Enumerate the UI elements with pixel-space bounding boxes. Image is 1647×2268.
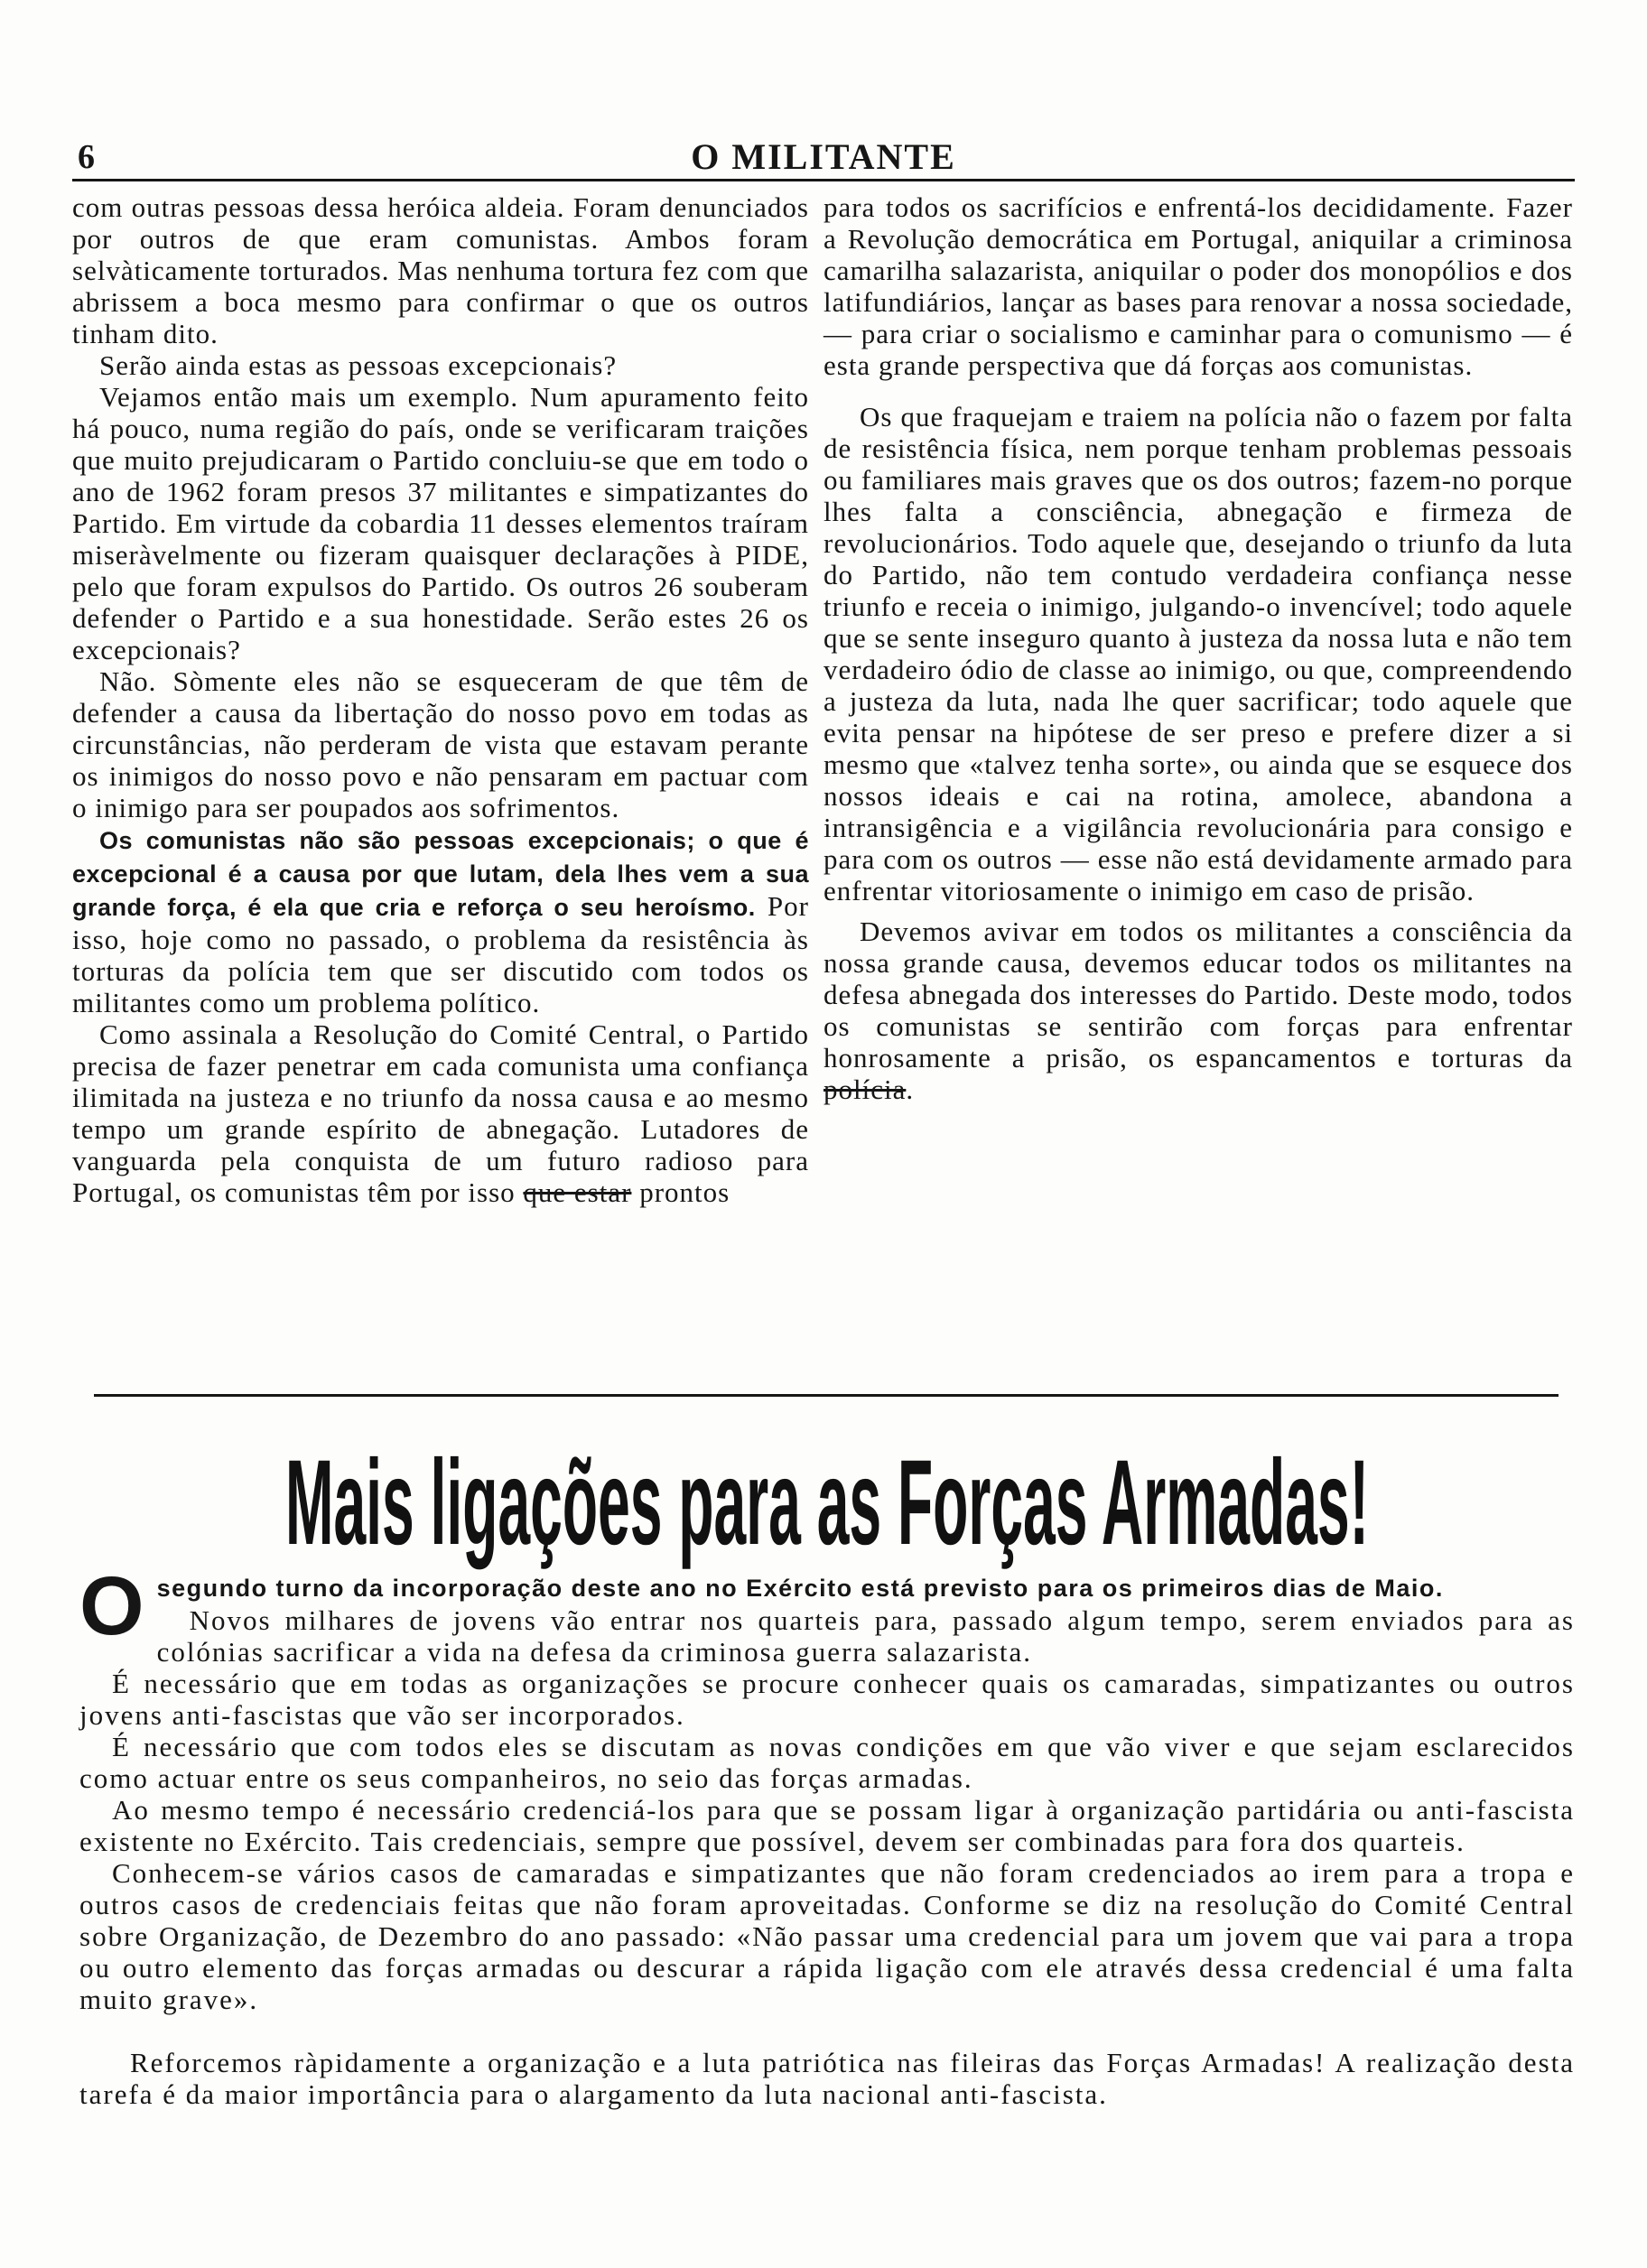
paragraph-text: Vejamos então mais um exemplo. Num apuramento feito há pouco, numa região do país, onde se verificaram traições que muito prejudicaram o Partido concluiu-se que em todo o ano de 1962 foram presos 37 militantes e simpatizantes do Partido. Em virtude da cobardia 11 desses elementos traíram miseràvelmente ou fizeram quaisquer declarações à PIDE, pelo que foram expulsos do Partido. Os outros 26 souberam defender o Partido e a sua honestidade. Serão estes 26 os excepcionais? xyxy=(72,381,809,665)
drop-cap: O xyxy=(79,1560,144,1652)
article-body xyxy=(79,1560,1575,2110)
struck-text: que estar xyxy=(523,1176,632,1208)
paragraph-text: Como assinala a Resolução do Comité Central, o Partido precisa de fazer penetrar em cada comunista uma confiança ilimitada na justeza e no triunfo da nossa causa e ao mesmo tempo um grande espírito de abnegação. Lutadores de vanguarda pela conquista de um futuro radioso para Portugal, os comunistas têm por isso xyxy=(72,1018,809,1208)
article-paragraph-1: Novos milhares de jovens vão entrar nos quarteis para, passado algum tempo, serem enviados para as colónias sacrificar a vida na defesa da criminosa guerra salazarista. xyxy=(156,1604,1575,1668)
right-paragraph-1 xyxy=(824,191,1573,381)
right-paragraph-3 xyxy=(824,916,1573,1105)
header-rule xyxy=(72,179,1575,181)
section-divider xyxy=(94,1394,1559,1397)
page-number: 6 xyxy=(78,138,95,176)
article-paragraph-5: Conhecem-se vários casos de camaradas e simpatizantes que não foram credenciados ao irem para a tropa e outros casos de credenciais feitas que não foram aproveitadas. Conforme se diz na resolução do Comité Central sobre Organização, de Dezembro do ano passado: «Não passar uma credencial para um jovem que vai para a tropa ou outro elemento das forças armadas ou descurar a rápida ligação com ele através dessa credencial é uma falta muito grave». xyxy=(79,1857,1575,2015)
paragraph-text: para todos os sacrifícios e enfrentá-los decididamente. Fazer a Revolução democrática em Portugal, aniquilar a criminosa camarilha salazarista, aniquilar o poder dos monopólios e dos latifundiários, lançar as bases para renovar a nossa sociedade, — para criar o socialismo e caminhar para o comunismo — é esta grande perspectiva que dá forças aos comunistas. xyxy=(824,191,1573,381)
paragraph-text: Não. Sòmente eles não se esqueceram de que têm de defender a causa da libertação do nosso povo em todas as circunstâncias, não perderam de vista que estavam perante os inimigos do nosso povo e não pensaram em pactuar com o inimigo para ser poupados aos sofrimentos. xyxy=(72,665,809,823)
article-paragraph-6: Reforcemos ràpidamente a organização e a luta patriótica nas fileiras das Forças Armadas! A realização desta tarefa é da maior importância para o alargamento da luta nacional anti-fascista. xyxy=(79,2047,1575,2110)
left-paragraph-4 xyxy=(72,665,809,823)
emphasis-text: Os comunistas não são pessoas excepcionais; o que é excepcional é a causa por que lutam, dela lhes vem a sua grande força, é ela que cria e reforça o seu heroísmo. xyxy=(72,827,809,921)
paragraph-text: prontos xyxy=(639,1176,730,1208)
paragraph-text: Devemos avivar em todos os militantes a consciência da nossa grande causa, devemos educar todos os militantes na defesa abnegada dos interesses do Partido. Deste modo, todos os comunistas se sentirão com forças para enfrentar honrosamente a prisão, os espancamentos e torturas da xyxy=(824,916,1573,1074)
left-paragraph-6 xyxy=(72,1018,809,1208)
left-paragraph-3 xyxy=(72,381,809,665)
paragraph-text: Por isso, hoje como no passado, o problema da resistência às torturas da polícia tem que ser discutido com todos os militantes como um problema político. xyxy=(72,890,809,1018)
paragraph-text: . xyxy=(906,1074,915,1105)
lead-text: segundo turno da incorporação deste ano no Exército está previsto para os primeiros dias de Maio. xyxy=(156,1575,1444,1602)
paragraph-text: com outras pessoas dessa heróica aldeia. Foram denunciados por outros de que eram comunistas. Ambos foram selvàticamente torturados. Mas nenhuma tortura fez com que abrissem a boca mesmo para confirmar o que os outros tinham dito. xyxy=(72,191,809,349)
left-paragraph-2 xyxy=(72,349,809,381)
right-paragraph-2 xyxy=(824,401,1573,906)
paragraph-text: Serão ainda estas as pessoas excepcionais? xyxy=(99,349,618,381)
left-paragraph-1 xyxy=(72,191,809,349)
publication-title: O MILITANTE xyxy=(691,136,956,177)
article-paragraph-4: Ao mesmo tempo é necessário credenciá-los para que se possam ligar à organização partidária ou anti-fascista existente no Exército. Tais credenciais, sempre que possível, devem ser combinadas para fora dos quarteis. xyxy=(79,1794,1575,1857)
left-column xyxy=(72,191,809,1208)
article-paragraph-3: É necessário que com todos eles se discutam as novas condições em que vão viver e que sejam esclarecidos como actuar entre os seus companheiros, no seio das forças armadas. xyxy=(79,1731,1575,1794)
article-headline xyxy=(282,1434,1374,1578)
article-paragraph-2: É necessário que em todas as organizações se procure conhecer quais os camaradas, simpatizantes ou outros jovens anti-fascistas que vão ser incorporados. xyxy=(79,1668,1575,1731)
struck-text: polícia xyxy=(824,1074,907,1105)
right-column xyxy=(824,191,1573,1105)
headline-text: Mais ligações para as Forças Armadas! xyxy=(285,1436,1369,1570)
left-paragraph-5 xyxy=(72,823,809,1018)
paragraph-text: Os que fraquejam e traiem na polícia não o fazem por falta de resistência física, nem porque tenham problemas pessoais ou familiares mais graves que os dos outros; fazem-no porque lhes falta a consciência, abnegação e firmeza de revolucionários. Todo aquele que, desejando o triunfo da luta do Partido, não tem contudo verdadeira confiança nesse triunfo e receia o inimigo, julgando-o invencível; todo aquele que se sente inseguro quanto à justeza da nossa luta e não tem verdadeiro ódio de classe ao inimigo, ou que, compreendendo a justeza da luta, nada lhe quer sacrificar; todo aquele que evita pensar na hipótese de ser preso e prefere dizer a si mesmo que «talvez tenha sorte», ou ainda que se esquece dos nossos ideais e cai na rotina, amolece, abandona a intransigência e a vigilância revolucionária para consigo e para com os outros — esse não está devidamente armado para enfrentar vitoriosamente o inimigo em caso de prisão. xyxy=(824,401,1573,906)
